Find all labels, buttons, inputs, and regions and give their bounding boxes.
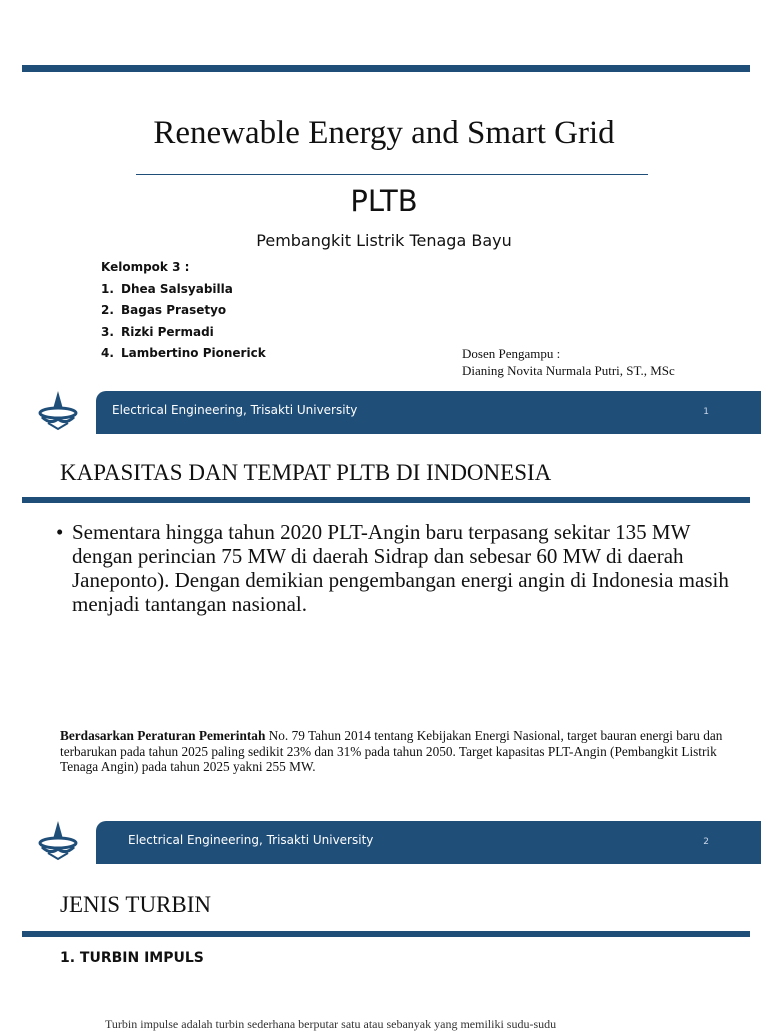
lecturer-info: [462, 345, 675, 379]
group-members: [101, 257, 266, 365]
member-name: Bagas Prasetyo: [121, 303, 227, 317]
top-accent-bar: [22, 65, 750, 72]
member-name: Rizki Permadi: [121, 324, 214, 339]
lecturer-name: Dianing Novita Nurmala Putri, ST., MSc: [462, 363, 675, 378]
list-item: 4. Lambertino Pionerick: [101, 343, 266, 365]
heading-accent-bar: [22, 931, 750, 937]
subheading: 1. TURBIN IMPULS: [60, 950, 204, 966]
university-logo-icon: [36, 387, 80, 431]
cut-off-text: Turbin impulse adalah turbin sederhana berputar satu atau sebanyak yang memiliki sudu-sudu: [105, 1017, 557, 1031]
bullet-dot: •: [56, 520, 64, 544]
regulation-paragraph: [60, 728, 750, 775]
footer-text: Electrical Engineering, Trisakti University: [112, 403, 358, 417]
page-number: 1: [703, 407, 709, 417]
university-logo-icon: [36, 817, 80, 861]
slide-heading: JENIS TURBIN: [60, 892, 212, 917]
group-label: Kelompok 3 :: [101, 260, 190, 274]
footer-band: [96, 391, 761, 434]
slide-subtitle-full: Pembangkit Listrik Tenaga Bayu: [256, 231, 512, 250]
member-name: Dhea Salsyabilla: [121, 281, 233, 296]
list-item: 3. Rizki Permadi: [101, 322, 266, 344]
footer-band: [96, 821, 761, 864]
title-divider: [136, 174, 648, 175]
bullet-item: [56, 520, 736, 616]
member-name: Lambertino Pionerick: [121, 346, 266, 360]
slide-heading: KAPASITAS DAN TEMPAT PLTB DI INDONESIA: [60, 460, 552, 485]
slide-subtitle: PLTB: [350, 184, 418, 218]
bullet-text: Sementara hingga tahun 2020 PLT-Angin baru terpasang sekitar 135 MW dengan perincian 75 MW di daerah Sidrap dan sebesar 60 MW di daerah Janeponto). Dengan demikian pengembangan energi angin di Indonesia masih menjadi tantangan nasional.: [72, 520, 729, 616]
slide-title: Renewable Energy and Smart Grid: [153, 115, 615, 151]
regulation-text: No. 79 Tahun 2014 tentang Kebijakan Energi Nasional, target bauran energi baru dan terbarukan pada tahun 2025 paling sedikit 23% dan 31% pada tahun 2050. Target kapasitas PLT-Angin (Pembangkit Listrik Tenaga Angin) pada tahun 2025 yakni 255 MW.: [60, 728, 723, 774]
list-item: 2. Bagas Prasetyo: [101, 300, 266, 322]
list-item: 1. Dhea Salsyabilla: [101, 279, 266, 301]
regulation-bold: Berdasarkan Peraturan Pemerintah: [60, 728, 266, 743]
lecturer-label: Dosen Pengampu :: [462, 346, 561, 361]
footer-text: Electrical Engineering, Trisakti University: [128, 833, 374, 847]
page-number: 2: [703, 837, 709, 847]
member-list: [101, 279, 266, 365]
heading-accent-bar: [22, 497, 750, 503]
